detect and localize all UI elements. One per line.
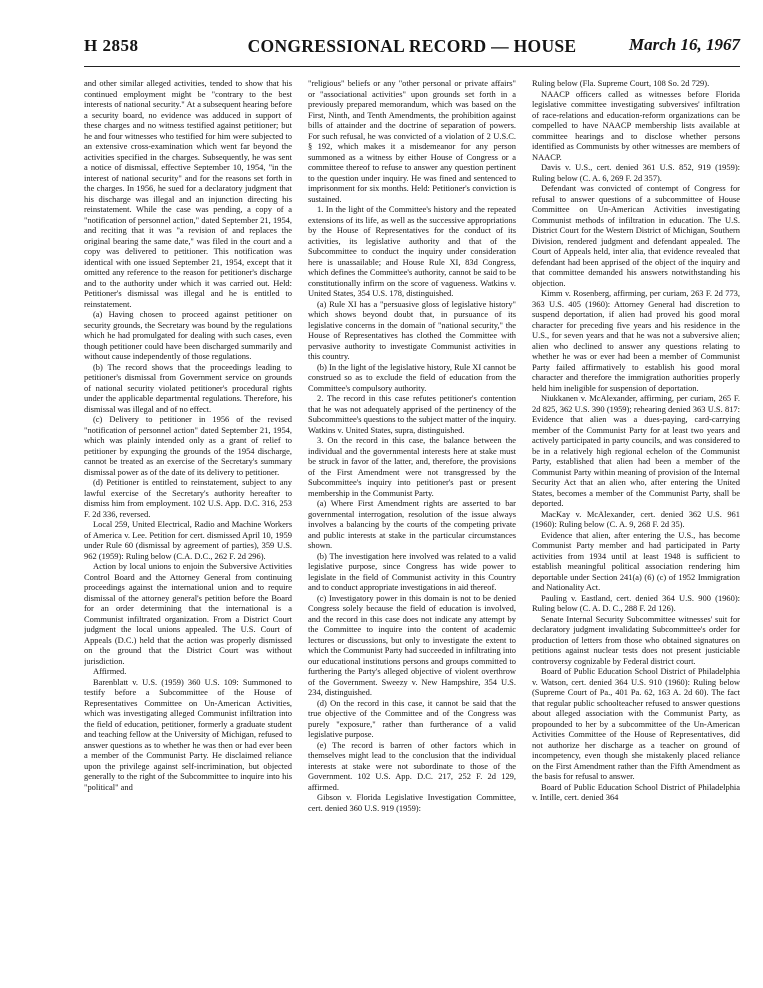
paragraph: Board of Public Education School District of Philadelphia v. Intille, cert. denied 364	[532, 781, 740, 802]
paragraph: 1. In the light of the Committee's history and the repeated extensions of its life, as well as the successive appropriations by the House of Representatives for the conduct of its activities, its legislative authority and that of the Subcommittee to conduct the inquiry under consideration here is unassailable; and House Rule XI, 83d Congress, which defines the Committee's authority, cannot be said to be constitutionally infirm on the score of vagueness. Watkins v. United States, 354 U.S. 178, distinguished.	[308, 204, 516, 298]
paragraph: and other similar alleged activities, tended to show that his continued employment might be "contrary to the best interests of national security." At a subsequent hearing before a security board, no evidence was adduced in support of these charges and no witness testified against petitioner; but he and four witnesses who testified for him were subjected to an extensive cross-examination which went far beyond the activities specified in the charges. Subsequently, he was sent a notice of dismissal, effective September 10, 1954, "in the interest of national security" and for the reasons set forth in the charges. In 1956, he sued for a declaratory judgment that his discharge was illegal and an injunction directing his reinstatement. While the case was pending, a copy of a "notification of personnel action," dated September 21, 1954, and reciting that it was "a revision of and replaces the original bearing the same date," was filed in the court and a copy was delivered to petitioner. This notification was identical with one issued September 21, 1954, except that it omitted any reference to the reason for petitioner's discharge and to the authority under which it was carried out. Held: Petitioner's dismissal was illegal and he is entitled to reinstatement.	[84, 78, 292, 309]
paragraph: Defendant was convicted of contempt of Congress for refusal to answer questions of a subcommittee of House Committee on Un-American Activities investigating Communist methods of infiltration in education. The U.S. District Court for the Western District of Michigan, Southern Division, rendered judgment and defendant appealed. The Court of Appeals held, inter alia, that evidence revealed that defendant had been apprised of the object of the inquiry and that committee demanded his answers notwithstanding his objection.	[532, 183, 740, 288]
paragraph: (a) Having chosen to proceed against petitioner on security grounds, the Secretary was bound by the regulations which he had promulgated for dealing with such cases, even though petitioner could have been discharged summarily and without cause independently of those regulations.	[84, 309, 292, 361]
paragraph: (b) The investigation here involved was related to a valid legislative purpose, since Congress has wide power to legislate in the field of Communist activity in this Country and to conduct appropriate investigations in aid thereof.	[308, 550, 516, 592]
paragraph: (a) Where First Amendment rights are asserted to bar governmental interrogation, resolution of the issue always involves a balancing by the courts of the competing private and public interests at stake in the particular circumstances shown.	[308, 498, 516, 550]
paragraph: Gibson v. Florida Legislative Investigation Committee, cert. denied 360 U.S. 919 (1959):	[308, 792, 516, 813]
paragraph: (b) The record shows that the proceedings leading to petitioner's dismissal from Government service on grounds of national security violated petitioner's procedural rights under the applicable departmental regulations. Therefore, his dismissal was illegal and of no effect.	[84, 361, 292, 414]
paragraph: (d) Petitioner is entitled to reinstatement, subject to any lawful exercise of the Secretary's authority hereafter to dismiss him from employment. 102 U.S. App. D.C. 316, 253 F. 2d 336, reversed.	[84, 477, 292, 519]
paragraph: Board of Public Education School District of Philadelphia v. Watson, cert. denied 364 U.S. 910 (1960): Ruling below (Supreme Court of Pa., 401 Pa. 62, 163 A. 2d 60). The fact that regular public schoolteacher refused to answer questions about alleged association with the Communist Party, as propounded to her by a subcommittee of the Un-American Activities Committee of the House of Representatives, did not authorize her discharge as a teacher on ground of incompetency, even though she mistakenly placed reliance on the First Amendment rather than the Fifth Amendment as the basis for refusal to answer.	[532, 666, 740, 781]
publication-title: CONGRESSIONAL RECORD — HOUSE	[247, 36, 577, 56]
paragraph: Pauling v. Eastland, cert. denied 364 U.S. 900 (1960): Ruling below (C. A. D. C., 288 F. 2d 126).	[532, 592, 740, 613]
paragraph: Local 259, United Electrical, Radio and Machine Workers of America v. Lee. Petition for cert. dismissed April 10, 1959 under Rule 60 (dismissal by agreement of parties), 359 U.S. 962 (1959): Ruling below (C.A. D.C., 262 F. 2d 296).	[84, 519, 292, 561]
paragraph: Action by local unions to enjoin the Subversive Activities Control Board and the Attorney General from continuing proceedings against the international union and to require dismissal of the attorney general's petition before the Board for an order determining that the international is a Communist infiltrated organization. From a District Court judgment the local unions appealed. The U.S. Court of Appeals (D.C.) held that the action was properly dismissed on the ground that the District Court was without jurisdiction.	[84, 561, 292, 666]
paragraph: (d) On the record in this case, it cannot be said that the true objective of the Committee and of the Congress was purely "exposure," rather than furtherance of a valid legislative purpose.	[308, 697, 516, 739]
paragraph: Niukkanen v. McAlexander, affirming, per curiam, 265 F. 2d 825, 362 U.S. 390 (1959); rehearing denied 363 U.S. 817: Evidence that alien was a dues-paying, card-carrying member of the Communist Party for at least two years and actively participated in party councils, and was considered to be in a relatively high regional echelon of the Communist Party, established that alien had been a member of the Communist Party within meaning of provision of the Internal Security Act that an alien who, after entering the United States, becomes a member of the Communist Party, shall be deported.	[532, 393, 740, 508]
paragraph: "religious" beliefs or any "other personal or private affairs" or "associational activities" upon grounds set forth in a previously prepared memorandum, which was based on the First, Ninth, and Tenth Amendments, the prohibition against bills of attainder and the doctrine of separation of powers. For such refusal, he was convicted of a violation of 2 U.S.C. § 192, which makes it a misdemeanor for any person summoned as a witness by either House of Congress or a committee thereof to refuse to answer any question pertinent to the question under inquiry. He was fined and sentenced to imprisonment for six months. Held: Petitioner's conviction is sustained.	[308, 78, 516, 204]
text-column-1	[84, 78, 292, 976]
paragraph: Evidence that alien, after entering the U.S., has become Communist Party member and had participated in Party activities from 1934 until at least 1948 is sufficient to establish meaningful political association rendering him deportable under Section 241(a) (6) (c) of 1952 Immigration and Nationality Act.	[532, 529, 740, 592]
paragraph: NAACP officers called as witnesses before Florida legislative committee investigating subversives' infiltration of race-relations and education-reform organizations can be compelled to have NAACP membership lists available at committee hearings and to disclose whether persons identified as Communists by other witnesses are members of NAACP.	[532, 88, 740, 162]
paragraph: Affirmed.	[93, 666, 127, 676]
paragraph: 3. On the record in this case, the balance between the individual and the governmental interests here at stake must be struck in favor of the latter, and, therefore, the provisions of the First Amendment were not transgressed by the Subcommittee's inquiry into petitioner's past or present membership in the Communist Party.	[308, 435, 516, 498]
paragraph: Barenblatt v. U.S. (1959) 360 U.S. 109: Summoned to testify before a Subcommittee of the House of Representatives Committee on Un-American Activities, which was investigating alleged Communist infiltration into the field of education, petitioner, formerly a graduate student and teaching fellow at the University of Michigan, refused to answer questions as to whether he was then or had ever been a member of the Communist Party. He disclaimed reliance upon the privilege against self-incrimination, but objected generally to the right of the Subcommittee to inquire into his "political" and	[84, 676, 292, 792]
text-column-3	[532, 78, 740, 976]
text-columns	[84, 78, 740, 976]
page-header	[84, 32, 740, 67]
issue-date: March 16, 1967	[629, 35, 740, 54]
paragraph: MacKay v. McAlexander, cert. denied 362 U.S. 961 (1960): Ruling below (C. A. 9, 268 F. 2d 35).	[532, 508, 740, 529]
paragraph: (c) Delivery to petitioner in 1956 of the revised "notification of personnel action" dated September 21, 1954, which was plainly intended only as a grant of relief to petitioner by expunging the grounds of the 1954 discharge, cannot be treated as an exercise of the Secretary's summary dismissal power as of the date of its delivery to petitioner.	[84, 414, 292, 477]
paragraph: Ruling below (Fla. Supreme Court, 108 So. 2d 729).	[532, 78, 710, 88]
paragraph: Davis v. U.S., cert. denied 361 U.S. 852, 919 (1959): Ruling below (C. A. 6, 269 F. 2d 357).	[532, 162, 740, 183]
text-column-2	[308, 78, 516, 976]
paragraph: (b) In the light of the legislative history, Rule XI cannot be construed so as to exclude the field of education from the Committee's compulsory authority.	[308, 361, 516, 393]
paragraph: Kimm v. Rosenberg, affirming, per curiam, 263 F. 2d 773, 363 U.S. 405 (1960): Attorney General had discretion to suspend deportation, if alien had proved his good moral character for preceding five years and his residence in the U.S., for seven years and that he was not a subversive alien; alien who declined to answer any questions relating to whether he was or ever had been a member of Communist Party failed affirmatively to establish his good moral character and therefore the immigration authorities properly held him ineligible for suspension of deportation.	[532, 288, 740, 393]
paragraph: (c) Investigatory power in this domain is not to be denied Congress solely because the field of education is involved, and the record in this case does not indicate any attempt by the Committee to inquire into the content of academic lectures or discussions, but only to investigate the extent to which the Communist Party had succeeded in infiltrating into our educational institutions persons and groups committed to furthering the Party's alleged objective of violent overthrow of the Government. Sweezy v. New Hampshire, 354 U.S. 234, distinguished.	[308, 592, 516, 697]
paragraph: (a) Rule XI has a "persuasive gloss of legislative history" which shows beyond doubt that, in pursuance of its legislative concerns in the domain of "national security," the House of Representatives has clothed the Committee with pervasive authority to investigate Communist activities in this country.	[308, 298, 516, 361]
paragraph: (e) The record is barren of other factors which in themselves might lead to the conclusion that the individual interests at stake were not subordinate to those of the Government. 102 U.S. App. D.C. 217, 252 F. 2d 129, affirmed.	[308, 739, 516, 792]
page-number: H 2858	[84, 36, 139, 55]
paragraph: 2. The record in this case refutes petitioner's contention that he was not adequately apprised of the pertinency of the Subcommittee's questions to the subject matter of the inquiry. Watkins v. United States, supra, distinguished.	[308, 393, 516, 435]
paragraph: Senate Internal Security Subcommittee witnesses' suit for declaratory judgment invalidating Subcommittee's order for production of letters from those who obtained signatures on petitions against nuclear tests does not present justiciable controversy cognizable by Federal district court.	[532, 613, 740, 666]
